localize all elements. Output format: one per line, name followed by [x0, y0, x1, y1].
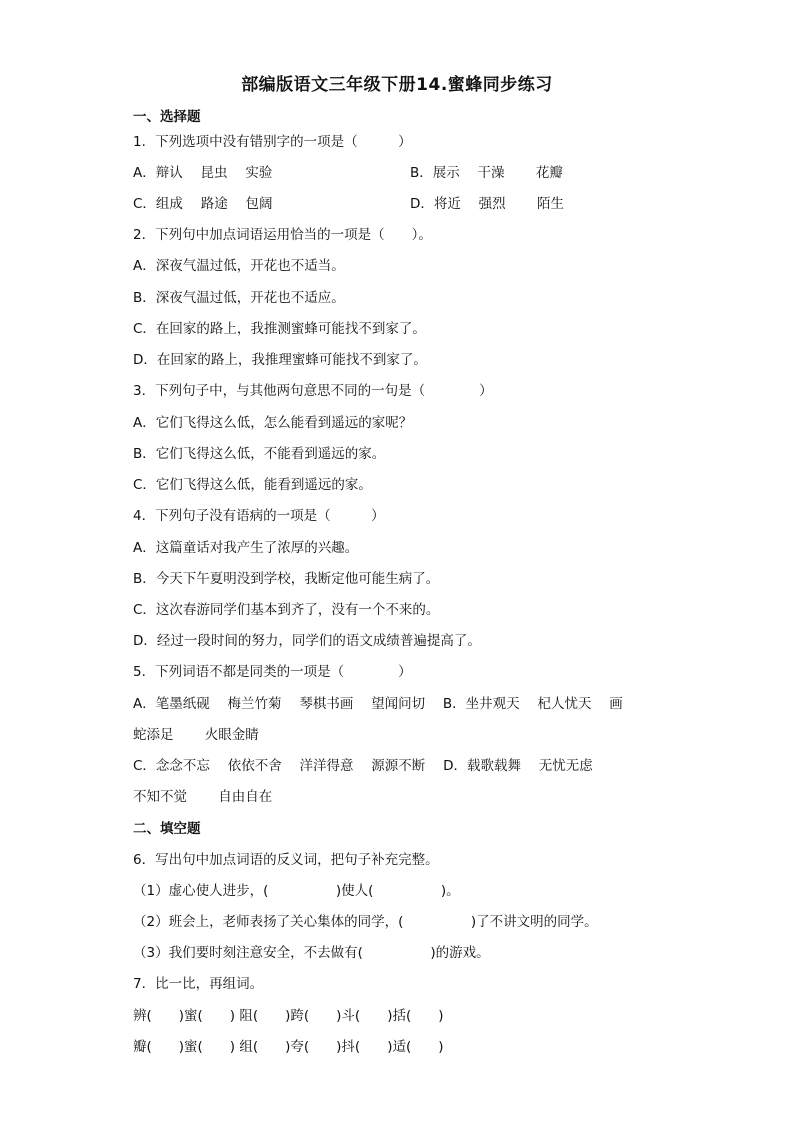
question-2-stem: 2．下列句中加点词语运用恰当的一项是（ ）。: [133, 227, 432, 243]
question-4-stem: 4．下列句子没有语病的一项是（ ）: [133, 508, 385, 524]
question-1-option-a: A．辩认 昆虫 实验: [133, 165, 273, 181]
question-3-option-b: B．它们飞得这么低，不能看到遥远的家。: [133, 446, 386, 462]
question-1-option-c: C．组成 路途 包阔: [133, 196, 273, 212]
question-1-option-d: D．将近 强烈 陌生: [410, 196, 564, 212]
question-2-option-d: D．在回家的路上，我推理蜜蜂可能找不到家了。: [133, 352, 427, 368]
question-6-sentence-3: （3）我们要时刻注意安全，不去做有( )的游戏。: [133, 945, 490, 961]
question-5-options-line-2: 蛇添足 火眼金睛: [133, 727, 259, 743]
question-2-option-b: B．深夜气温过低，开花也不适应。: [133, 290, 345, 306]
question-7-stem: 7．比一比，再组词。: [133, 976, 264, 992]
question-3-option-c: C．它们飞得这么低，能看到遥远的家。: [133, 477, 372, 493]
question-4-option-d: D．经过一段时间的努力，同学们的语文成绩普遍提高了。: [133, 633, 481, 649]
question-2-option-a: A．深夜气温过低，开花也不适当。: [133, 258, 345, 274]
question-6-stem: 6．写出句中加点词语的反义词，把句子补充完整。: [133, 852, 439, 868]
question-4-option-b: B．今天下午夏明没到学校，我断定他可能生病了。: [133, 571, 440, 587]
question-7-row-1: 辨( )蜜( ) 阻( )跨( )斗( )括( ): [133, 1008, 444, 1024]
question-5-stem: 5．下列词语不都是同类的一项是（ ）: [133, 664, 412, 680]
question-1-stem: 1．下列选项中没有错别字的一项是（ ）: [133, 134, 412, 150]
section-heading-choice: 一、选择题: [133, 109, 201, 125]
question-6-sentence-1: （1）虚心使人进步，( )使人( )。: [133, 883, 460, 899]
question-5-options-line-3: C．念念不忘 依依不舍 洋洋得意 源源不断 D．载歌载舞 无忧无虑: [133, 758, 593, 774]
question-5-options-line-4: 不知不觉 自由自在: [133, 789, 273, 805]
question-5-options-line-1: A．笔墨纸砚 梅兰竹菊 琴棋书画 望闻问切 B．坐井观天 杞人忧天 画: [133, 696, 623, 712]
question-1-option-b: B．展示 干澡 花瓣: [410, 165, 563, 181]
question-3-stem: 3．下列句子中，与其他两句意思不同的一句是（ ）: [133, 383, 493, 399]
question-7-row-2: 瓣( )蜜( ) 组( )夸( )抖( )适( ): [133, 1039, 444, 1055]
question-3-option-a: A．它们飞得这么低，怎么能看到遥远的家呢？: [133, 415, 413, 431]
question-4-option-c: C．这次春游同学们基本到齐了，没有一个不来的。: [133, 602, 440, 618]
worksheet-title: 部编版语文三年级下册14.蜜蜂同步练习: [241, 75, 553, 95]
question-6-sentence-2: （2）班会上，老师表扬了关心集体的同学，( )了不讲文明的同学。: [133, 914, 598, 930]
question-4-option-a: A．这篇童话对我产生了浓厚的兴趣。: [133, 540, 359, 556]
section-heading-fill: 二、填空题: [133, 821, 201, 837]
question-2-option-c: C．在回家的路上，我推测蜜蜂可能找不到家了。: [133, 321, 426, 337]
